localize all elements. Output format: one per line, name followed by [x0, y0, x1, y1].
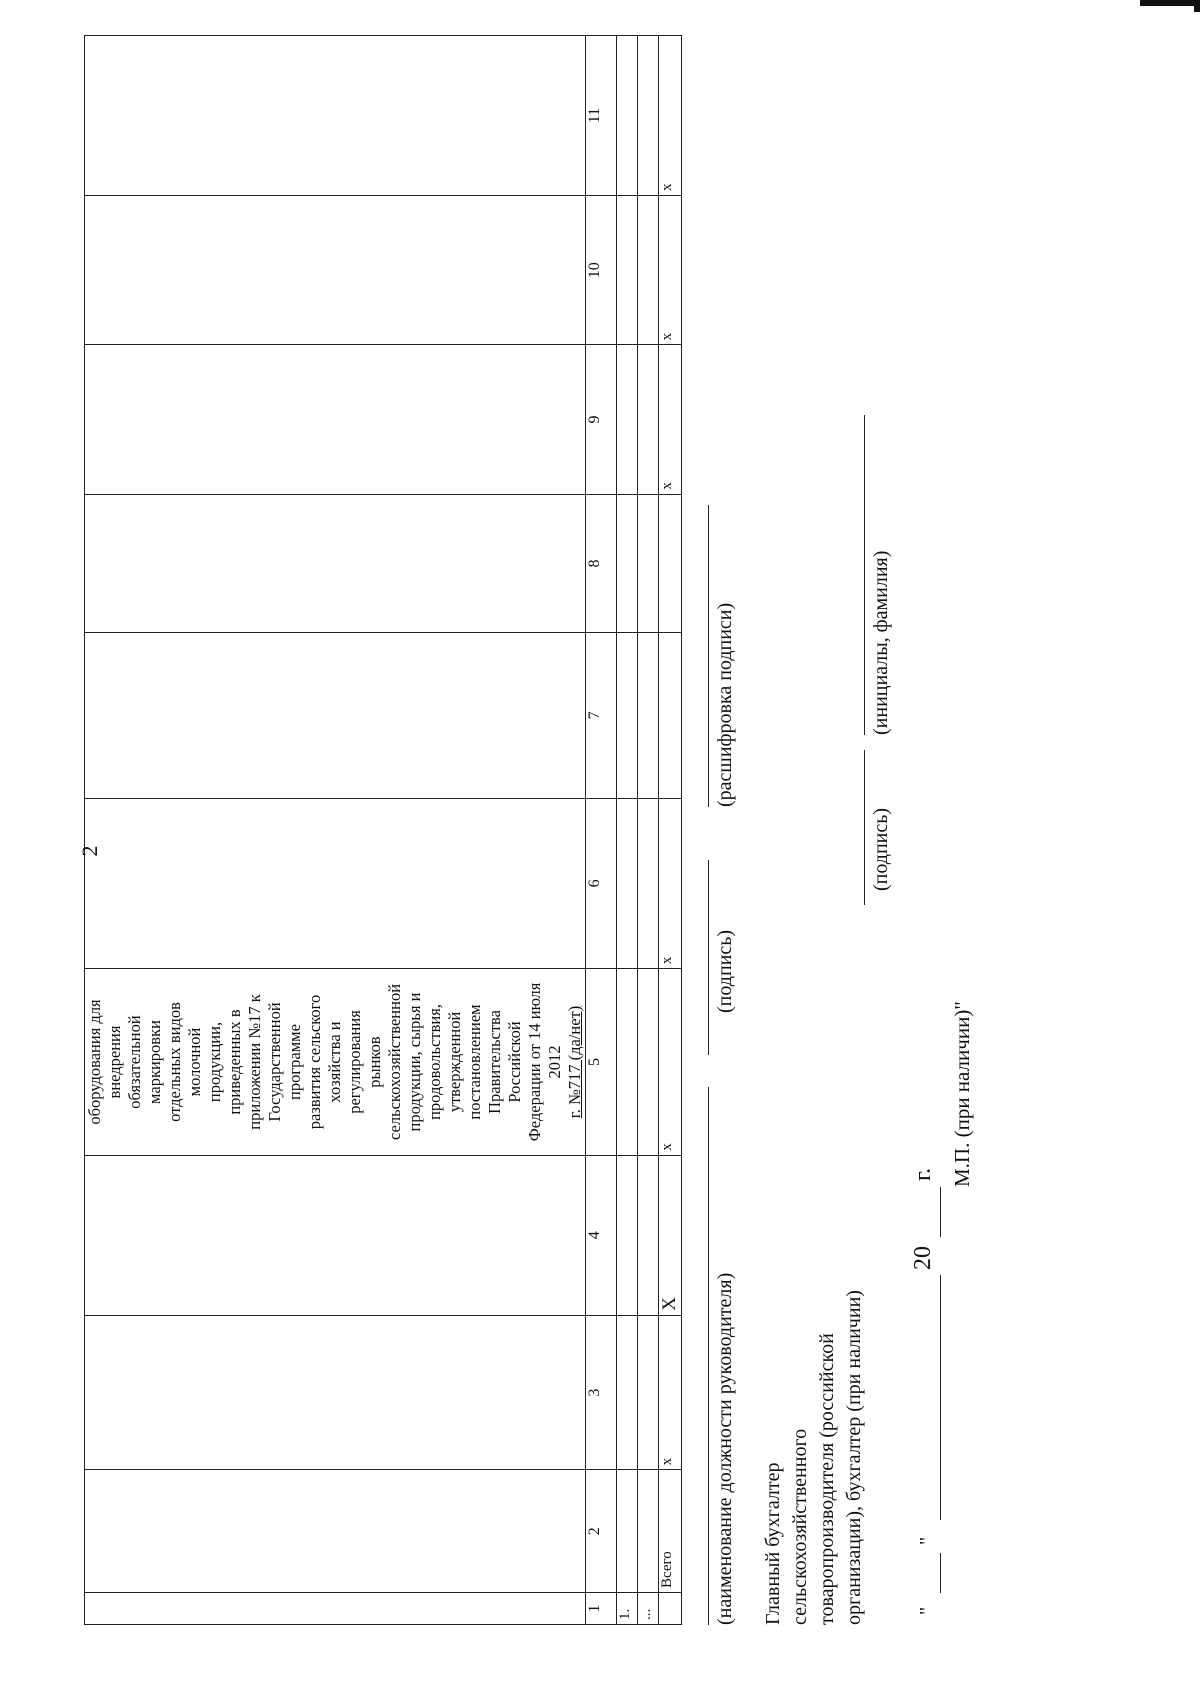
table-cell: [659, 633, 682, 798]
header-col5-line: отдельных видов молочной: [165, 1002, 204, 1122]
header-col5-line: развития сельского: [305, 994, 324, 1130]
table-cell: [617, 494, 638, 633]
header-cell: [85, 494, 586, 633]
initials-caption: (инициалы, фамилия): [870, 550, 892, 735]
x-mark: x: [659, 345, 682, 494]
signature-caption: (подпись): [714, 929, 736, 1013]
header-col5-line: приложении №17 к: [245, 994, 264, 1130]
rotated-form: [84, 35, 1134, 1625]
header-col5-last: г. №717 (да/нет): [565, 1005, 584, 1119]
table-cell: [638, 1315, 659, 1470]
accountant-title: [760, 1290, 868, 1625]
x-mark: X: [659, 1155, 682, 1315]
date-year-line: [940, 1187, 941, 1237]
header-col5-line: Государственной программе: [265, 1002, 304, 1122]
col-number: 8: [586, 494, 617, 633]
row-number: 1.: [617, 1593, 638, 1625]
accountant-line: товаропроизводителя (российской: [816, 1333, 838, 1625]
scan-edge-mark: [1140, 0, 1200, 6]
date-day-line: [940, 1553, 941, 1593]
accountant-line: сельскохозяйственного: [789, 1428, 811, 1625]
col-number: 2: [586, 1470, 617, 1593]
table-cell: [617, 1470, 638, 1593]
date-quote-open: ": [916, 1606, 938, 1615]
header-col5-line: оборудования для внедрения: [85, 999, 124, 1125]
head-position-caption: (наименование должности руководителя): [714, 1272, 736, 1625]
signature-line: [864, 415, 865, 735]
table-cell: [617, 36, 638, 196]
table-cell: [638, 1470, 659, 1593]
header-col5-line: обязательной маркировки: [125, 1015, 164, 1109]
header-cell: [85, 36, 586, 196]
x-mark: x: [659, 196, 682, 345]
subsidy-table: [84, 35, 682, 1625]
col-number: 6: [586, 798, 617, 969]
header-col5-line: Федерации от 14 июля 2012: [525, 982, 564, 1142]
table-cell: [638, 196, 659, 345]
col-number: 5: [586, 969, 617, 1156]
date-month-line: [940, 1275, 941, 1520]
header-cell: [85, 1155, 586, 1315]
table-cell: [617, 633, 638, 798]
header-col5-line: Правительства Российской: [485, 1010, 524, 1114]
header-cell: [85, 633, 586, 798]
header-col5-line: продовольствия,: [425, 1004, 444, 1120]
x-mark: x: [659, 1315, 682, 1470]
signature-line: [708, 505, 709, 807]
table-header-row: [85, 36, 586, 1625]
header-cell: [85, 196, 586, 345]
date-quote-close: ": [916, 1536, 938, 1545]
x-mark: x: [659, 969, 682, 1156]
year-prefix: 20: [910, 1246, 936, 1270]
col-number: 3: [586, 1315, 617, 1470]
header-cell: [85, 1470, 586, 1593]
column-number-row: [586, 36, 617, 1625]
table-cell: [659, 494, 682, 633]
col-number: 1: [586, 1593, 617, 1625]
table-row: [617, 36, 638, 1625]
header-cell: [85, 798, 586, 969]
signature-decoding-caption: (расшифровка подписи): [714, 602, 736, 807]
signature-line: [864, 750, 865, 905]
year-suffix: г.: [910, 1167, 936, 1181]
table-cell: [617, 345, 638, 494]
col-number: 4: [586, 1155, 617, 1315]
header-col5-line: рынков: [365, 1036, 384, 1088]
accountant-line: Главный бухгалтер: [762, 1462, 784, 1625]
table-cell: [638, 494, 659, 633]
table-cell: [638, 633, 659, 798]
header-cell-col5: [85, 969, 586, 1156]
table-cell: [638, 36, 659, 196]
table-row: [638, 36, 659, 1625]
header-col5-line: хозяйства и регулирования: [325, 1010, 364, 1114]
table-cell: [617, 196, 638, 345]
table-cell: [659, 1593, 682, 1625]
x-mark: x: [659, 36, 682, 196]
total-label: Всего: [659, 1470, 682, 1593]
header-col5-line: продукции, приведенных в: [205, 1009, 244, 1115]
stamp-caption: М.П. (при наличии)": [950, 1001, 974, 1187]
col-number: 9: [586, 345, 617, 494]
accountant-line: организации), бухгалтер (при наличии): [843, 1290, 865, 1625]
x-mark: x: [659, 798, 682, 969]
header-cell: [85, 345, 586, 494]
header-col5-line: сельскохозяйственной: [385, 983, 404, 1141]
page-number: 2: [77, 845, 102, 857]
table-cell: [617, 1155, 638, 1315]
col-number: 11: [586, 36, 617, 196]
table-cell: [617, 798, 638, 969]
signature-line: [708, 860, 709, 1055]
table-cell: [617, 1315, 638, 1470]
table-row-total: [659, 36, 682, 1625]
col-number: 10: [586, 196, 617, 345]
table-cell: [638, 969, 659, 1156]
header-col5-line: продукции, сырья и: [405, 992, 424, 1132]
header-col5-line: постановлением: [465, 1004, 484, 1120]
table-cell: [638, 345, 659, 494]
col-number: 7: [586, 633, 617, 798]
header-col5-line: утвержденной: [445, 1011, 464, 1113]
signature-line: [708, 1087, 709, 1625]
header-col5-text: [85, 973, 565, 1151]
table-cell: [638, 1155, 659, 1315]
row-number: ...: [638, 1593, 659, 1625]
accountant-signature-caption: (подпись): [870, 807, 892, 891]
table-cell: [617, 969, 638, 1156]
table-cell: [638, 798, 659, 969]
header-cell: [85, 1315, 586, 1470]
header-cell: [85, 1593, 586, 1625]
scan-edge-mark: [1194, 0, 1200, 12]
